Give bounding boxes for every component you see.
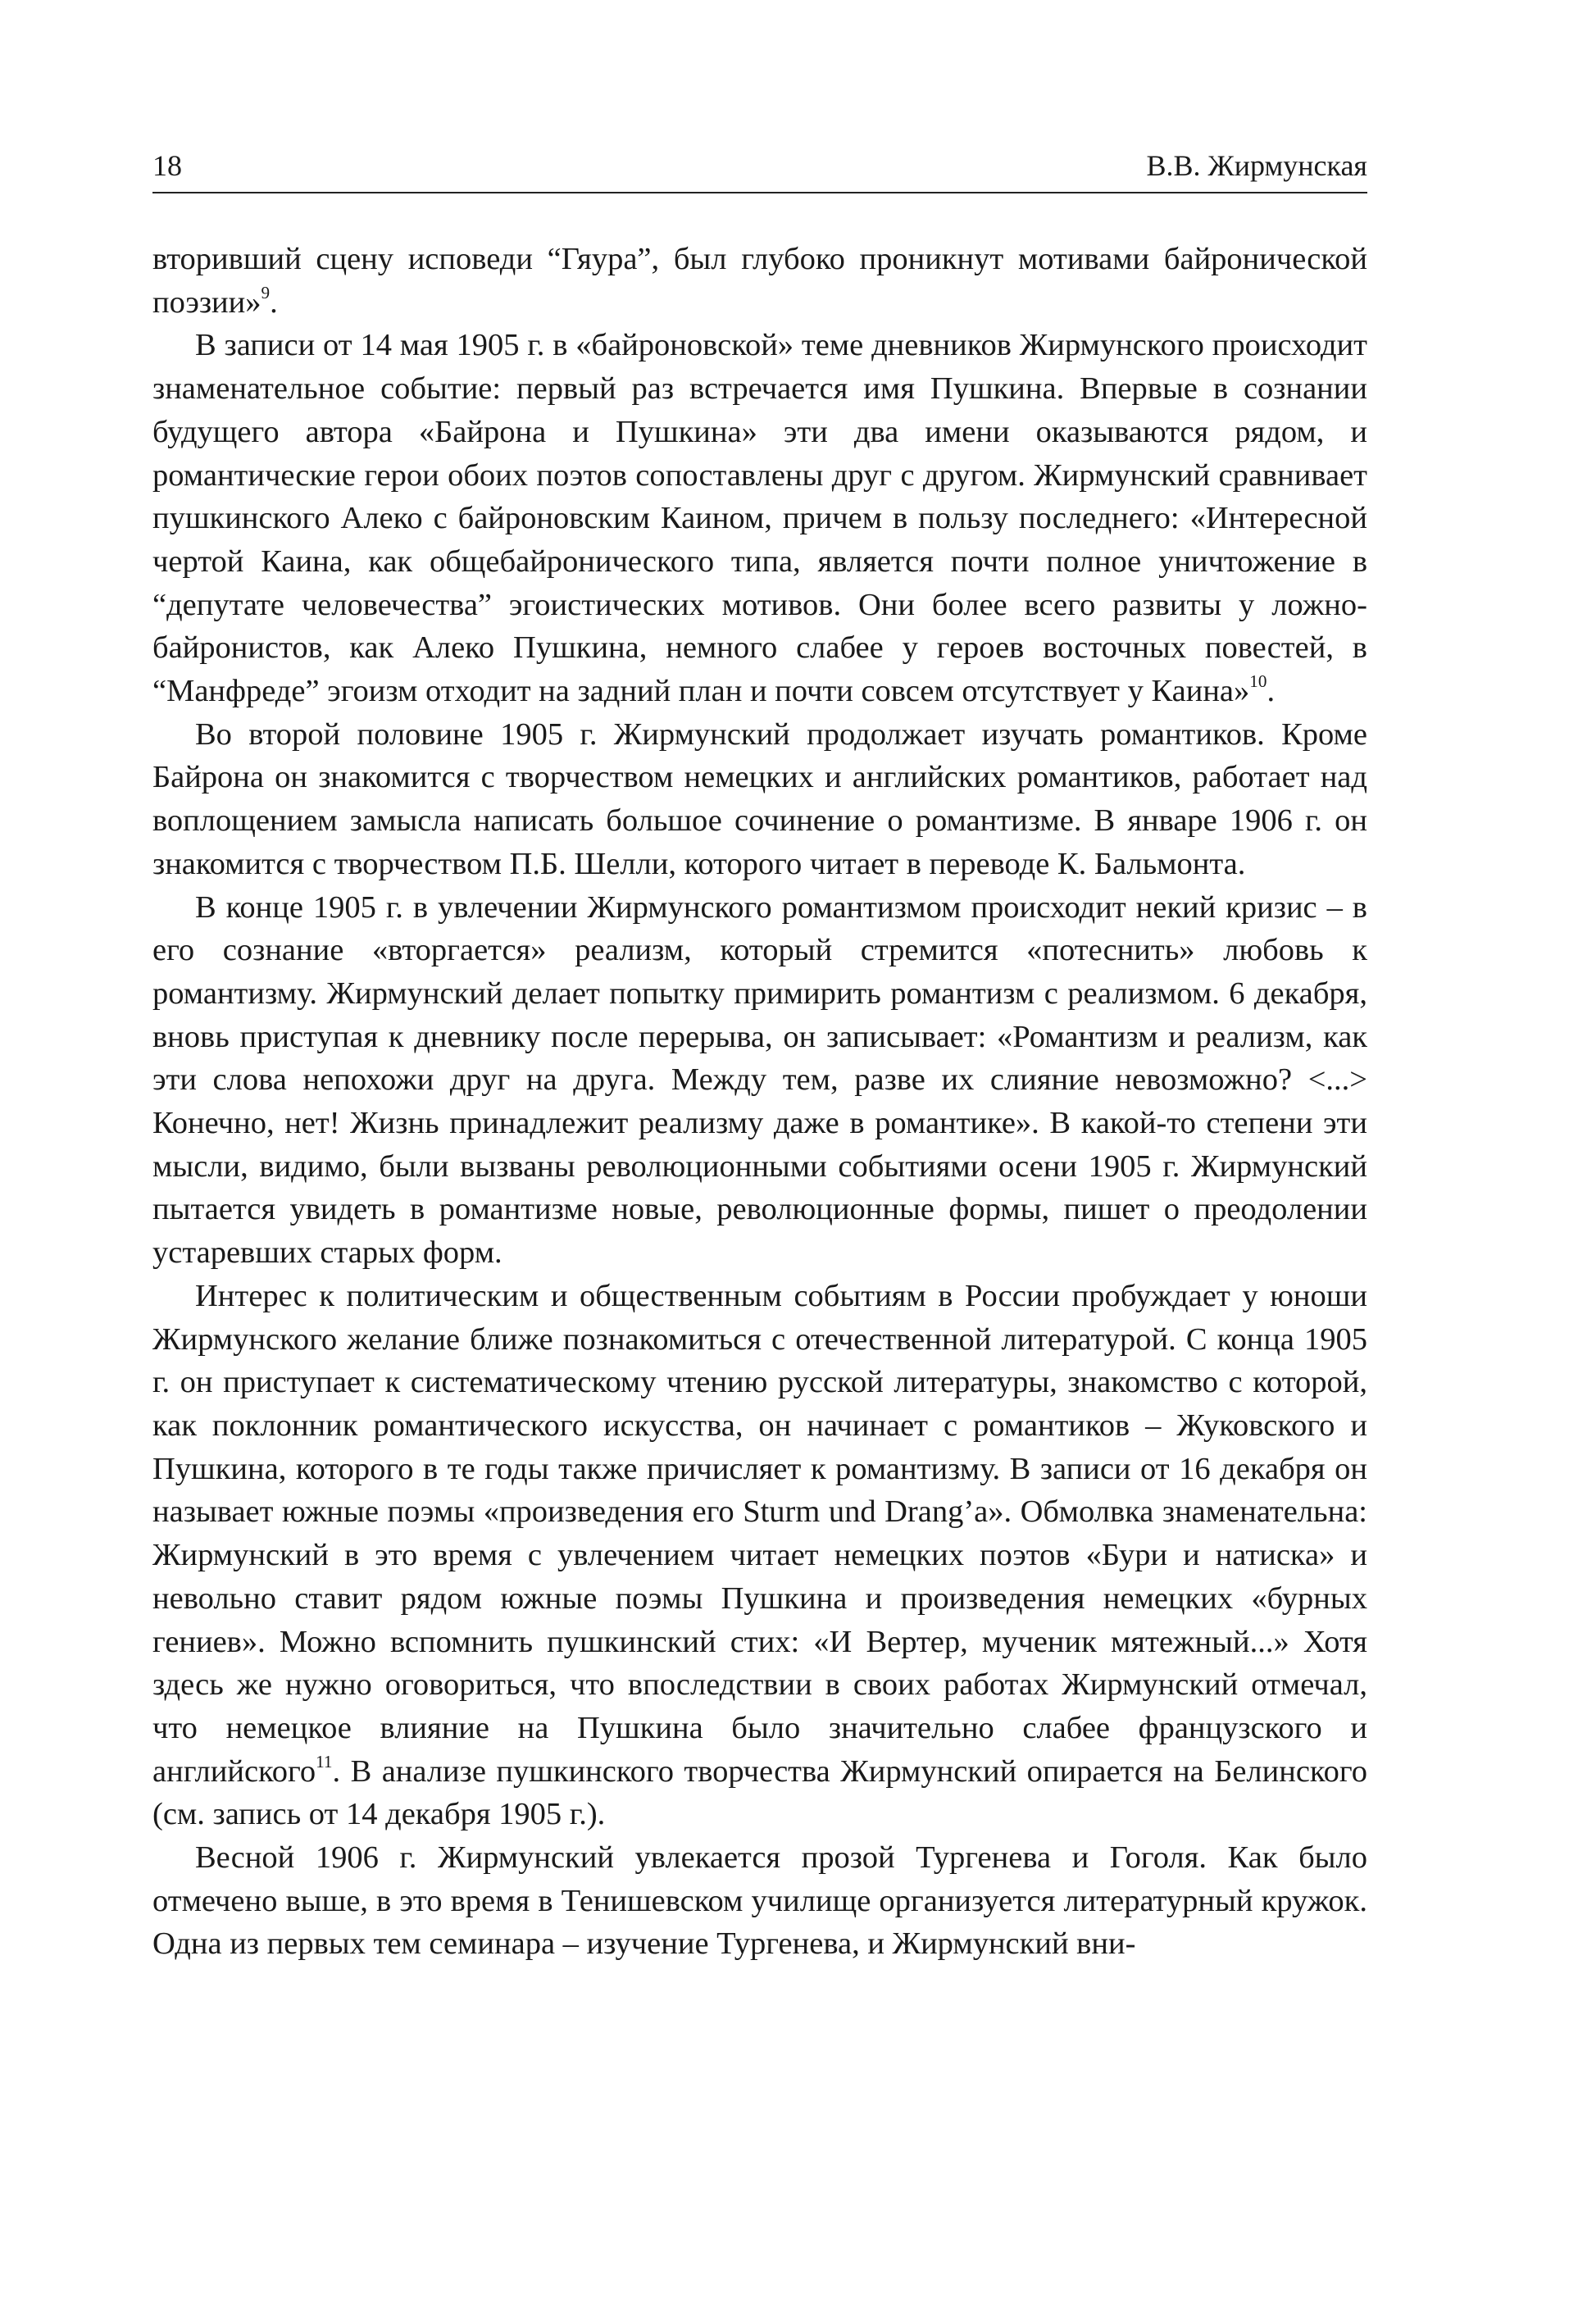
paragraph-text: Весной 1906 г. Жирмунский увлекается прозой Тургенева и Гоголя. Как было отмечено выше, в это время в Тенишевском училище организуется литературный кружок. Одна из первых тем семинара – изучение Тургенева, и Жирмунский вни- (152, 1840, 1367, 1962)
paragraph-1 (152, 238, 1367, 324)
paragraph-3 (152, 713, 1367, 886)
paragraph-tail: . В анализе пушкинского творчества Жирмунский опирается на Белинского (см. запись от 14 декабря 1905 г.). (152, 1753, 1367, 1832)
paragraph-2 (152, 324, 1367, 712)
paragraph-text: Во второй половине 1905 г. Жирмунский продолжает изучать романтиков. Кроме Байрона он знакомится с творчеством немецких и английских романтиков, работает над воплощением замысла написать большое сочинение о романтизме. В январе 1906 г. он знакомится с творчеством П.Б. Шелли, которого читает в переводе К. Бальмонта. (152, 716, 1367, 881)
footnote-ref: 10 (1249, 671, 1267, 692)
paragraph-text: В конце 1905 г. в увлечении Жирмунского романтизмом происходит некий кризис – в его сознание «вторгается» реализм, который стремится «потеснить» любовь к романтизму. Жирмунский делает попытку примирить романтизм с реализмом. 6 декабря, вновь приступая к дневнику после перерыва, он записывает: «Романтизм и реализм, как эти слова непохожи друг на друга. Между тем, разве их слияние невозможно? <...> Конечно, нет! Жизнь принадлежит реализму даже в романтике». В какой-то степени эти мысли, видимо, были вызваны революционными событиями осени 1905 г. Жирмунский пытается увидеть в романтизме новые, революционные формы, пишет о преодолении устаревших старых форм. (152, 889, 1367, 1271)
page-number: 18 (152, 149, 182, 182)
paragraph-tail: . (1266, 674, 1276, 709)
paragraph-6 (152, 1836, 1367, 1966)
main-text (152, 238, 1367, 1966)
paragraph-5 (152, 1275, 1367, 1836)
footnote-ref: 9 (261, 282, 271, 302)
paragraph-4 (152, 886, 1367, 1275)
paragraph-tail: . (270, 284, 278, 320)
paragraph-text: Интерес к политическим и общественным событиям в России пробуждает у юноши Жирмунского желание ближе познакомиться с отечественной литературой. С конца 1905 г. он приступает к систематическому чтению русской литературы, знакомство с которой, как поклонник романтического искусства, он начинает с романтиков – Жуковского и Пушкина, которого в те годы также причисляет к романтизму. В записи от 16 декабря он называет южные поэмы «произведения его Sturm und Drang’a». Обмолвка знаменательна: Жирмунский в это время с увлечением читает немецких поэтов «Бури и натиска» и невольно ставит рядом южные поэмы Пушкина и произведения немецких «бурных гениев». Можно вспомнить пушкинский стих: «И Вертер, мученик мятежный...» Хотя здесь же нужно оговориться, что впоследствии в своих работах Жирмунский отмечал, что немецкое влияние на Пушкина было значительно слабее французского и английского (152, 1278, 1367, 1789)
paragraph-text: В записи от 14 мая 1905 г. в «байроновской» теме дневников Жирмунского происходит знаменательное событие: первый раз встречается имя Пушкина. Впервые в сознании будущего автора «Байрона и Пушкина» эти два имени оказываются рядом, и романтические герои обоих поэтов сопоставлены друг с другом. Жирмунский сравнивает пушкинского Алеко с байроновским Каином, причем в пользу последнего: «Интересной чертой Каина, как общебайронического типа, является почти полное уничтожение в “депутате человечества” эгоистических мотивов. Они более всего развиты у ложно-байронистов, как Алеко Пушкина, немного слабее у героев восточных повестей, в “Манфреде” эгоизм отходит на задний план и почти совсем отсутствует у Каина» (152, 328, 1367, 709)
running-header (152, 139, 1367, 193)
paragraph-text: вторивший сцену исповеди “Гяура”, был глубоко проникнут мотивами байронической поэзии» (152, 242, 1367, 320)
footnote-ref: 11 (316, 1751, 333, 1771)
running-head-author: В.В. Жирмунская (1146, 149, 1367, 182)
